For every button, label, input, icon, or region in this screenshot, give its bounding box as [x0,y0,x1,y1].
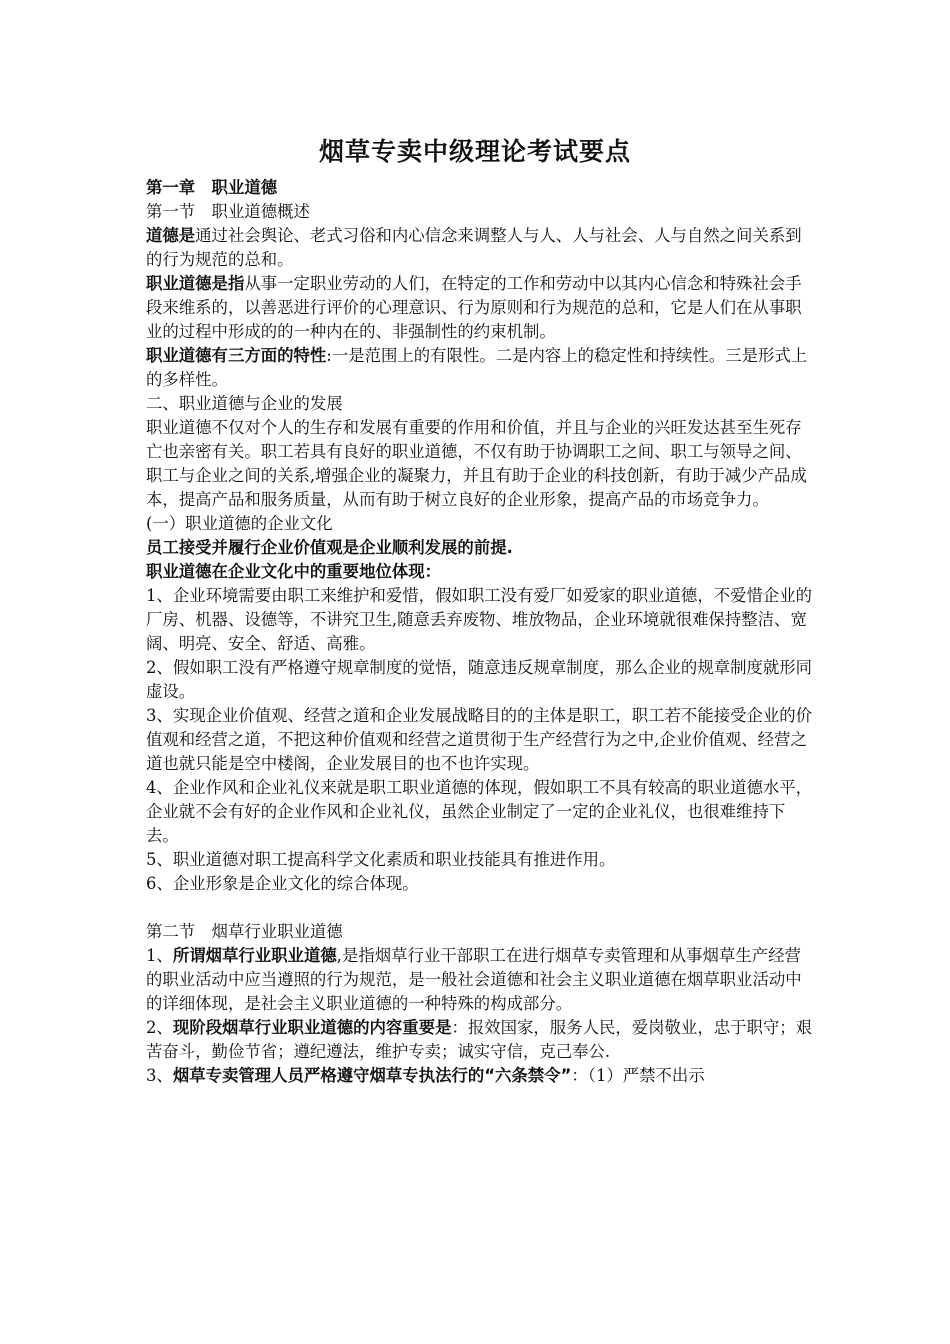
paragraph-six-prohibitions [146,1064,816,1088]
paragraph-traits [146,344,816,392]
item-number: 2、 [146,1018,173,1037]
chapter-heading: 第一章 职业道德 [146,178,278,197]
paragraph-morality [146,224,816,272]
paragraph-professional-morality [146,272,816,344]
paragraph-tobacco-morality [146,944,816,1016]
bold-lead: 职业道德是指 [146,274,245,293]
bold-lead: 道德是 [146,226,196,245]
bold-lead: 职业道德有三方面的特性 [146,346,327,365]
section-heading: 第一节 职业道德概述 [146,202,310,221]
document-body [146,176,816,1088]
list-item: 1、企业环境需要由职工来维护和爱惜，假如职工没有爱厂如爱家的职业道德，不爱惜企业的厂房、机器、设德等，不讲究卫生,随意丢弃废物、堆放物品，企业环境就很难保持整洁、宽阔、明亮、安全、舒适、高雅。 [146,586,813,653]
paragraph-text: 从事一定职业劳动的人们，在特定的工作和劳动中以其内心信念和特殊社会手段来维系的，以善恶进行评价的心理意识、行为原则和行为规范的总和，它是人们在从事职业的过程中形成的的一种内在的、非强制性的约束机制。 [146,274,802,341]
paragraph-text: ,是指烟草行业干部职工在进行烟草专卖管理和从事烟草生产经营的职业活动中应当遵照的行为规范，是一般社会道德和社会主义职业道德在烟草职业活动中的详细体现，是社会主义职业道德的一种特殊的构成部分。 [146,946,802,1013]
paragraph-development: 职业道德不仅对个人的生存和发展有重要的作用和价值，并且与企业的兴旺发达甚至生死存亡也亲密有关。职工若具有良好的职业道德，不仅有助于协调职工之间、职工与领导之间、职工与企业之间的关系,增强企业的凝聚力，并且有助于企业的科技创新，有助于减少产品成本，提高产品和服务质量，从而有助于树立良好的企业形象，提高产品的市场竞争力。 [146,418,807,509]
section-heading: 第二节 烟草行业职业道德 [146,922,343,941]
subsection-heading: (一）职业道德的企业文化 [146,514,333,533]
paragraph-text: ：报效国家，服务人民，爱岗敬业，忠于职守；艰苦奋斗，勤俭节省；遵纪遵法，维护专卖；诚实守信，克己奉公. [146,1018,813,1061]
document-title: 烟草专卖中级理论考试要点 [318,137,631,166]
list-item: 3、实现企业价值观、经营之道和企业发展战略目的的主体是职工，职工若不能接受企业的价值观和经营之道，不把这种价值观和经营之道贯彻于生产经营行为之中,企业价值观、经营之道也就只能是空中楼阁，企业发展目的也不也许实现。 [146,706,813,773]
bold-lead: 现阶段烟草行业职业道德的内容重要是 [172,1018,452,1037]
bold-statement: 职业道德在企业文化中的重要地位体现： [146,562,442,581]
list-item: 4、企业作风和企业礼仪来就是职工职业道德的体现，假如职工不具有较高的职业道德水平，企业就不会有好的企业作风和企业礼仪，虽然企业制定了一定的企业礼仪，也很难维持下去。 [146,778,813,845]
bold-lead: 所谓烟草行业职业道德 [172,946,337,965]
paragraph-text: 通过社会舆论、老式习俗和内心信念来调整人与人、人与社会、人与自然之间关系到的行为规范的总和。 [146,226,802,269]
paragraph-text: :一是范围上的有限性。二是内容上的稳定性和持续性。三是形式上的多样性。 [146,346,808,389]
list-item: 2、假如职工没有严格遵守规章制度的觉悟，随意违反规章制度，那么企业的规章制度就形同虚设。 [146,658,813,701]
bold-statement: 员工接受并履行企业价值观是企业顺利发展的前提. [146,538,513,557]
list-item: 6、企业形象是企业文化的综合体现。 [146,874,419,893]
bold-lead: 烟草专卖管理人员严格遵守烟草专执法行的“六条禁令” [172,1066,572,1085]
paragraph-current-content [146,1016,816,1064]
list-item: 5、职业道德对职工提高科学文化素质和职业技能具有推进作用。 [146,850,616,869]
paragraph-text: ：（1）严禁不出示 [571,1066,705,1085]
subsection-heading: 二、职业道德与企业的发展 [146,394,343,413]
blank-line [146,896,816,920]
item-number: 1、 [146,946,173,965]
item-number: 3、 [146,1066,173,1085]
